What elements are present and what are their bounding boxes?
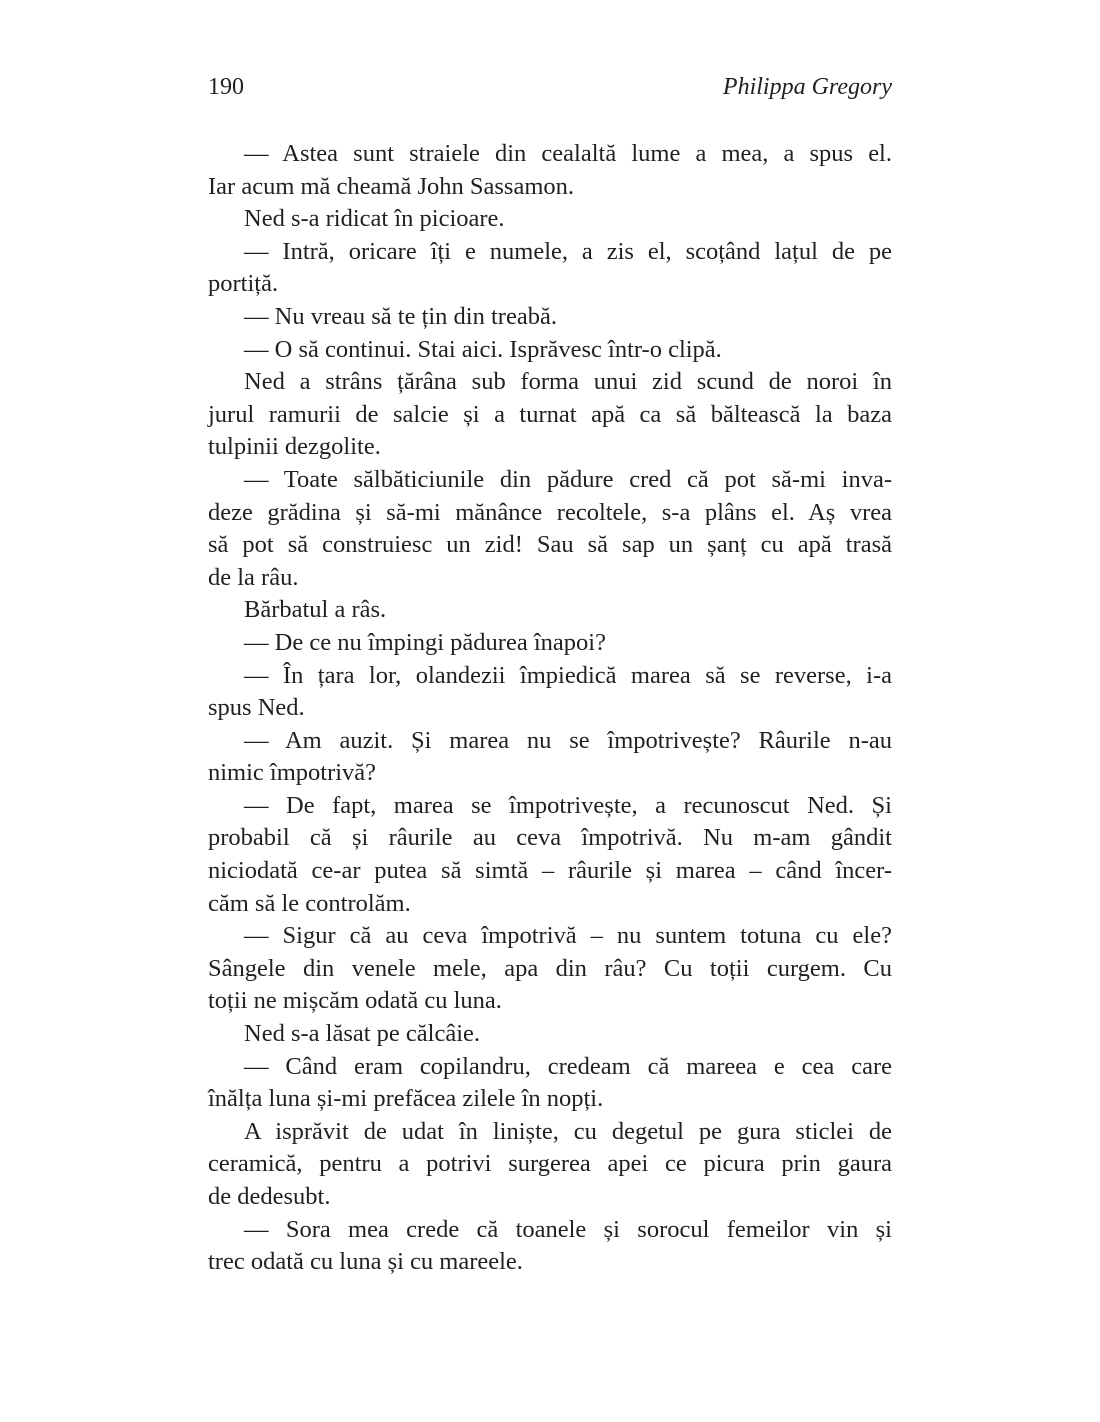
text-line: Ned s-a ridicat în picioare. [244, 205, 505, 233]
text-line: — Nu vreau să te țin din treabă. [244, 302, 557, 330]
text-line: trec odată cu luna și cu mareele. [208, 1248, 523, 1276]
text-line: ceramică, pentru a potrivi surgerea apei ce picura prin gaura [208, 1150, 892, 1178]
text-line: căm să le controlăm. [208, 889, 411, 917]
text-line: Bărbatul a râs. [244, 596, 387, 624]
text-line: de la râu. [208, 563, 299, 591]
page-number: 190 [208, 74, 244, 100]
body-text [208, 138, 892, 1279]
text-line: — Astea sunt straiele din cealaltă lume a mea, a spus el. [244, 140, 892, 167]
text-line: — Am auzit. Și marea nu se împotrivește? Râurile n-au [244, 726, 892, 754]
text-line: — De ce nu împingi pădurea înapoi? [244, 628, 606, 656]
text-line: Sângele din venele mele, apa din râu? Cu toții curgem. Cu [208, 954, 892, 982]
text-line: — Sigur că au ceva împotrivă – nu suntem totuna cu ele? [244, 922, 892, 950]
text-line: înălța luna și-mi prefăcea zilele în nopți. [208, 1085, 604, 1113]
text-line: Ned s-a lăsat pe călcâie. [244, 1020, 481, 1048]
text-line: niciodată ce-ar putea să simtă – râurile și marea – când încer- [208, 857, 892, 885]
text-line: — De fapt, marea se împotrivește, a recunoscut Ned. Și [244, 791, 892, 819]
text-line: de dedesubt. [208, 1183, 331, 1210]
text-line: — Sora mea crede că toanele și sorocul femeilor vin și [244, 1215, 892, 1243]
text-line: jurul ramurii de salcie și a turnat apă ca să băltească la baza [208, 400, 892, 428]
text-line: portiță. [208, 270, 279, 298]
text-line: — Când eram copilandru, credeam că mareea e cea care [244, 1052, 892, 1080]
text-line: Ned a strâns țărâna sub forma unui zid scund de noroi în [244, 368, 892, 396]
text-line: — Intră, oricare îți e numele, a zis el, scoțând lațul de pe [244, 237, 892, 265]
text-line: — În țara lor, olandezii împiedică marea să se reverse, i-a [244, 661, 892, 689]
text-line: A isprăvit de udat în liniște, cu degetul pe gura sticlei de [244, 1117, 892, 1145]
text-line: nimic împotrivă? [208, 759, 377, 787]
text-line: tulpinii dezgolite. [208, 433, 381, 461]
text-line: deze grădina și să-mi mănânce recoltele, s-a plâns el. Aș vrea [208, 498, 892, 526]
text-line: toții ne mișcăm odată cu luna. [208, 987, 502, 1015]
text-line: să pot să construiesc un zid! Sau să sap un șanț cu apă trasă [208, 531, 892, 559]
text-line: spus Ned. [208, 694, 305, 722]
text-line: Iar acum mă cheamă John Sassamon. [208, 172, 575, 200]
text-line: — O să continui. Stai aici. Isprăvesc într-o clipă. [244, 335, 722, 363]
text-line: probabil că și râurile au ceva împotrivă. Nu m-am gândit [208, 824, 892, 852]
text-line: — Toate sălbăticiunile din pădure cred că pot să-mi inva- [244, 465, 892, 493]
running-header-author: Philippa Gregory [722, 74, 892, 100]
